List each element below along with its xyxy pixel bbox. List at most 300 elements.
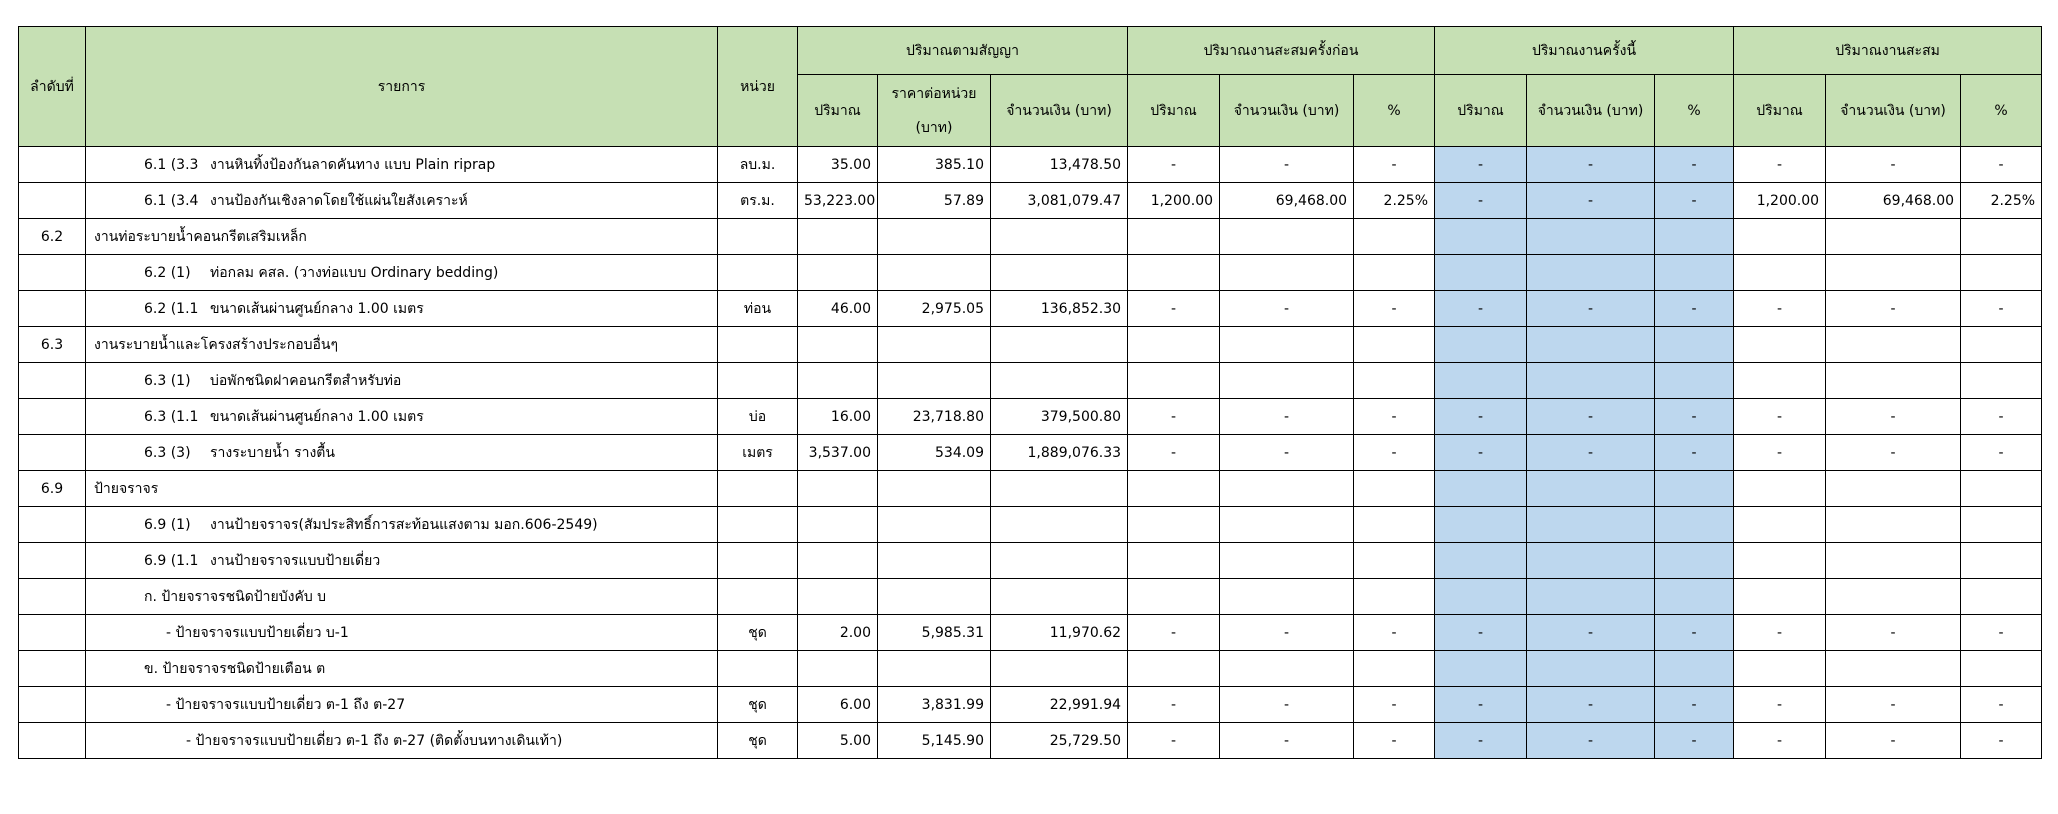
item-cell [86,291,718,327]
contract-amount-cell: 22,991.94 [991,687,1128,723]
cumulative-qty-cell [1734,579,1826,615]
previous-amount-cell: - [1220,723,1354,759]
current-pct-cell: - [1655,183,1734,219]
seq-cell: 6.9 [19,471,86,507]
previous-pct-cell [1354,579,1435,615]
cumulative-amount-cell: - [1826,291,1961,327]
item-cell [86,399,718,435]
cumulative-qty-cell: - [1734,687,1826,723]
current-qty-cell: - [1435,615,1527,651]
cumulative-amount-cell [1826,651,1961,687]
cumulative-amount-cell [1826,543,1961,579]
cumulative-pct-cell [1961,255,2042,291]
unit-cell [718,363,798,399]
cumulative-qty-cell: - [1734,723,1826,759]
cumulative-pct-cell [1961,471,2042,507]
unit-price-cell: 2,975.05 [878,291,991,327]
table-row [19,687,2042,723]
unit-cell: ชุด [718,615,798,651]
cumulative-qty-cell: - [1734,435,1826,471]
previous-amount-cell: 69,468.00 [1220,183,1354,219]
current-amount-cell: - [1527,435,1655,471]
seq-cell [19,255,86,291]
previous-pct-cell [1354,363,1435,399]
current-qty-cell: - [1435,723,1527,759]
previous-pct-header: % [1354,75,1435,147]
item-cell [86,219,718,255]
item-code: 6.9 (1.1 [144,552,199,569]
item-description: - ป้ายจราจรแบบป้ายเดี่ยว ต-1 ถึง ต-27 (ติดตั้งบนทางเดินเท้า) [186,732,563,749]
unit-price-cell [878,651,991,687]
contract-amount-cell: 1,889,076.33 [991,435,1128,471]
contract-qty-cell [798,579,878,615]
item-cell [86,615,718,651]
current-pct-cell: - [1655,291,1734,327]
item-code: 6.1 (3.4 [144,192,199,209]
current-pct-cell [1655,651,1734,687]
previous-amount-cell [1220,219,1354,255]
contract-amount-cell [991,255,1128,291]
current-qty-cell [1435,651,1527,687]
item-description: งานหินทิ้งป้องกันลาดคันทาง แบบ Plain riprap [210,156,496,173]
cumulative-amount-header: จำนวนเงิน (บาท) [1826,75,1961,147]
item-cell [86,651,718,687]
table-row [19,183,2042,219]
table-row [19,507,2042,543]
current-qty-cell: - [1435,147,1527,183]
unit-price-label: ราคาต่อหน่วย [891,85,977,102]
current-pct-cell [1655,507,1734,543]
contract-amount-header: จำนวนเงิน (บาท) [991,75,1128,147]
cumulative-pct-cell [1961,507,2042,543]
previous-pct-cell: - [1354,435,1435,471]
cumulative-pct-cell: - [1961,435,2042,471]
contract-amount-cell [991,219,1128,255]
previous-amount-cell [1220,507,1354,543]
seq-cell: 6.3 [19,327,86,363]
seq-cell [19,363,86,399]
current-pct-cell [1655,255,1734,291]
unit-price-cell: 5,145.90 [878,723,991,759]
unit-cell [718,507,798,543]
current-amount-cell: - [1527,147,1655,183]
cumulative-pct-cell: - [1961,687,2042,723]
current-pct-cell: - [1655,723,1734,759]
cumulative-qty-cell [1734,363,1826,399]
previous-amount-cell [1220,327,1354,363]
cumulative-pct-cell [1961,579,2042,615]
contract-amount-cell: 13,478.50 [991,147,1128,183]
current-pct-cell: - [1655,435,1734,471]
table-row [19,363,2042,399]
previous-qty-cell [1128,327,1220,363]
table-row [19,399,2042,435]
table-row [19,471,2042,507]
cumulative-qty-cell [1734,219,1826,255]
current-amount-cell [1527,471,1655,507]
current-amount-cell: - [1527,723,1655,759]
current-pct-cell [1655,579,1734,615]
current-qty-cell: - [1435,291,1527,327]
contract-amount-cell [991,651,1128,687]
previous-qty-cell [1128,363,1220,399]
unit-cell: ลบ.ม. [718,147,798,183]
item-description: งานป้ายจราจรแบบป้ายเดี่ยว [210,552,381,569]
previous-qty-cell [1128,255,1220,291]
item-cell [86,363,718,399]
previous-pct-cell [1354,327,1435,363]
cumulative-qty-cell: 1,200.00 [1734,183,1826,219]
item-code: 6.9 (1) [144,516,191,533]
current-pct-cell: - [1655,147,1734,183]
previous-amount-cell: - [1220,687,1354,723]
unit-cell [718,471,798,507]
current-pct-header: % [1655,75,1734,147]
cumulative-amount-cell: - [1826,147,1961,183]
current-amount-cell: - [1527,687,1655,723]
current-pct-cell [1655,543,1734,579]
previous-pct-cell [1354,219,1435,255]
current-pct-cell [1655,327,1734,363]
unit-price-cell [878,219,991,255]
item-cell [86,543,718,579]
cumulative-qty-cell [1734,507,1826,543]
previous-qty-cell [1128,507,1220,543]
current-qty-cell [1435,543,1527,579]
contract-qty-cell: 3,537.00 [798,435,878,471]
previous-qty-cell [1128,579,1220,615]
previous-pct-cell: - [1354,291,1435,327]
item-description: ป้ายจราจร [94,480,159,497]
contract-amount-cell [991,327,1128,363]
current-pct-cell: - [1655,399,1734,435]
previous-pct-cell [1354,651,1435,687]
previous-pct-cell [1354,507,1435,543]
item-description: ขนาดเส้นผ่านศูนย์กลาง 1.00 เมตร [210,408,424,425]
current-pct-cell: - [1655,615,1734,651]
unit-cell [718,651,798,687]
previous-qty-cell [1128,219,1220,255]
item-description: งานป้ายจราจร(สัมประสิทธิ์การสะท้อนแสงตาม มอก.606-2549) [210,516,598,533]
item-cell [86,723,718,759]
current-qty-header: ปริมาณ [1435,75,1527,147]
contract-qty-header: ปริมาณ [798,75,878,147]
current-qty-cell [1435,255,1527,291]
table-row [19,435,2042,471]
previous-qty-cell [1128,651,1220,687]
cumulative-pct-cell: - [1961,615,2042,651]
cumulative-amount-cell: - [1826,723,1961,759]
item-code: 6.2 (1) [144,264,191,281]
previous-pct-cell: - [1354,399,1435,435]
previous-amount-header: จำนวนเงิน (บาท) [1220,75,1354,147]
cumulative-amount-cell: - [1826,435,1961,471]
cumulative-pct-cell: - [1961,147,2042,183]
previous-amount-cell [1220,471,1354,507]
cumulative-pct-header: % [1961,75,2042,147]
unit-price-cell [878,471,991,507]
current-qty-cell [1435,579,1527,615]
item-cell [86,147,718,183]
previous-amount-cell [1220,651,1354,687]
item-cell [86,327,718,363]
cumulative-qty-cell: - [1734,399,1826,435]
previous-amount-cell [1220,255,1354,291]
table-row [19,651,2042,687]
cumulative-pct-cell: - [1961,291,2042,327]
seq-header: ลำดับที่ [19,27,86,147]
contract-qty-cell: 46.00 [798,291,878,327]
cumulative-amount-cell: - [1826,399,1961,435]
contract-group-header: ปริมาณตามสัญญา [798,27,1128,75]
seq-cell [19,399,86,435]
unit-price-cell: 3,831.99 [878,687,991,723]
cumulative-qty-cell [1734,255,1826,291]
previous-qty-cell: 1,200.00 [1128,183,1220,219]
contract-amount-cell: 3,081,079.47 [991,183,1128,219]
unit-price-currency: (บาท) [915,119,953,136]
cumulative-qty-cell: - [1734,291,1826,327]
cumulative-pct-cell [1961,651,2042,687]
previous-pct-cell: 2.25% [1354,183,1435,219]
unit-price-cell: 385.10 [878,147,991,183]
item-description: ขนาดเส้นผ่านศูนย์กลาง 1.00 เมตร [210,300,424,317]
current-amount-header: จำนวนเงิน (บาท) [1527,75,1655,147]
cumulative-amount-cell [1826,579,1961,615]
current-amount-cell [1527,507,1655,543]
previous-qty-cell: - [1128,147,1220,183]
current-amount-cell: - [1527,399,1655,435]
previous-amount-cell [1220,543,1354,579]
seq-cell [19,651,86,687]
contract-qty-cell: 53,223.00 [798,183,878,219]
item-cell [86,435,718,471]
unit-cell: เมตร [718,435,798,471]
previous-qty-cell: - [1128,399,1220,435]
contract-qty-cell [798,255,878,291]
cumulative-amount-cell: 69,468.00 [1826,183,1961,219]
unit-price-cell [878,255,991,291]
previous-qty-cell: - [1128,723,1220,759]
unit-cell [718,579,798,615]
current-qty-cell: - [1435,399,1527,435]
previous-amount-cell: - [1220,147,1354,183]
contract-qty-cell [798,327,878,363]
previous-pct-cell [1354,543,1435,579]
unit-price-cell [878,363,991,399]
cumulative-amount-cell: - [1826,615,1961,651]
seq-cell: 6.2 [19,219,86,255]
previous-amount-cell: - [1220,615,1354,651]
item-code: 6.3 (3) [144,444,191,461]
cumulative-amount-cell [1826,471,1961,507]
contract-amount-cell [991,471,1128,507]
current-amount-cell [1527,543,1655,579]
table-row [19,723,2042,759]
item-description: บ่อพักชนิดฝาคอนกรีตสำหรับท่อ [210,372,402,389]
unit-cell: ชุด [718,723,798,759]
item-description: - ป้ายจราจรแบบป้ายเดี่ยว ต-1 ถึง ต-27 [166,696,406,713]
unit-price-cell [878,327,991,363]
progress-quantity-table [18,26,2042,759]
table-body [19,147,2042,759]
current-amount-cell [1527,579,1655,615]
item-cell [86,687,718,723]
contract-qty-cell [798,363,878,399]
unit-cell: ตร.ม. [718,183,798,219]
unit-price-cell [878,543,991,579]
seq-cell [19,723,86,759]
unit-cell: บ่อ [718,399,798,435]
previous-pct-cell [1354,471,1435,507]
previous-amount-cell: - [1220,399,1354,435]
current-qty-cell [1435,471,1527,507]
table-row [19,543,2042,579]
contract-qty-cell: 16.00 [798,399,878,435]
current-qty-cell: - [1435,183,1527,219]
item-code: 6.3 (1) [144,372,191,389]
current-qty-cell [1435,507,1527,543]
contract-qty-cell [798,651,878,687]
seq-cell [19,687,86,723]
current-qty-cell: - [1435,687,1527,723]
contract-amount-cell: 11,970.62 [991,615,1128,651]
cumulative-pct-cell [1961,363,2042,399]
item-description: - ป้ายจราจรแบบป้ายเดี่ยว บ-1 [166,624,349,641]
item-description: รางระบายน้ำ รางตื้น [210,444,335,461]
current-amount-cell: - [1527,183,1655,219]
unit-header: หน่วย [718,27,798,147]
item-cell [86,183,718,219]
cumulative-qty-cell [1734,543,1826,579]
cumulative-pct-cell [1961,327,2042,363]
item-description: ก. ป้ายจราจรชนิดป้ายบังคับ บ [144,588,327,605]
seq-cell [19,507,86,543]
cumulative-qty-cell: - [1734,147,1826,183]
previous-qty-cell [1128,471,1220,507]
previous-group-header: ปริมาณงานสะสมครั้งก่อน [1128,27,1435,75]
previous-pct-cell [1354,255,1435,291]
current-pct-cell: - [1655,687,1734,723]
cumulative-pct-cell: - [1961,399,2042,435]
contract-qty-cell: 6.00 [798,687,878,723]
previous-amount-cell [1220,579,1354,615]
current-amount-cell: - [1527,615,1655,651]
unit-price-cell [878,579,991,615]
previous-amount-cell: - [1220,435,1354,471]
unit-price-cell [878,507,991,543]
unit-cell [718,543,798,579]
item-code: 6.3 (1.1 [144,408,199,425]
table-row [19,291,2042,327]
current-pct-cell [1655,219,1734,255]
unit-price-cell: 5,985.31 [878,615,991,651]
contract-amount-cell [991,579,1128,615]
unit-cell [718,255,798,291]
current-qty-cell [1435,363,1527,399]
current-amount-cell: - [1527,291,1655,327]
contract-amount-cell: 379,500.80 [991,399,1128,435]
contract-amount-cell: 136,852.30 [991,291,1128,327]
cumulative-group-header: ปริมาณงานสะสม [1734,27,2042,75]
item-code: 6.2 (1.1 [144,300,199,317]
cumulative-amount-cell [1826,507,1961,543]
contract-amount-cell [991,543,1128,579]
seq-cell [19,579,86,615]
seq-cell [19,291,86,327]
previous-amount-cell: - [1220,291,1354,327]
cumulative-qty-cell: - [1734,615,1826,651]
current-qty-cell [1435,327,1527,363]
current-qty-cell: - [1435,435,1527,471]
previous-qty-cell: - [1128,687,1220,723]
cumulative-qty-header: ปริมาณ [1734,75,1826,147]
cumulative-qty-cell [1734,471,1826,507]
current-amount-cell [1527,327,1655,363]
unit-cell [718,327,798,363]
contract-qty-cell: 5.00 [798,723,878,759]
contract-amount-cell: 25,729.50 [991,723,1128,759]
unit-cell [718,219,798,255]
previous-qty-cell: - [1128,435,1220,471]
item-cell [86,579,718,615]
table-row [19,147,2042,183]
cumulative-amount-cell [1826,363,1961,399]
item-cell [86,255,718,291]
contract-qty-cell [798,471,878,507]
previous-qty-header: ปริมาณ [1128,75,1220,147]
item-header: รายการ [86,27,718,147]
contract-amount-cell [991,507,1128,543]
current-amount-cell [1527,363,1655,399]
previous-pct-cell: - [1354,687,1435,723]
table-row [19,219,2042,255]
cumulative-amount-cell [1826,327,1961,363]
table-row [19,579,2042,615]
previous-qty-cell [1128,543,1220,579]
current-group-header: ปริมาณงานครั้งนี้ [1435,27,1734,75]
item-description: ท่อกลม คสล. (วางท่อแบบ Ordinary bedding) [210,264,499,281]
cumulative-qty-cell [1734,327,1826,363]
contract-amount-cell [991,363,1128,399]
contract-qty-cell [798,219,878,255]
unit-price-cell: 534.09 [878,435,991,471]
previous-qty-cell: - [1128,615,1220,651]
previous-pct-cell: - [1354,147,1435,183]
cumulative-amount-cell [1826,219,1961,255]
current-amount-cell [1527,651,1655,687]
item-code: 6.1 (3.3 [144,156,199,173]
item-description: งานป้องกันเชิงลาดโดยใช้แผ่นใยสังเคราะห์ [210,192,468,209]
current-qty-cell [1435,219,1527,255]
unit-price-cell: 23,718.80 [878,399,991,435]
seq-cell [19,435,86,471]
item-description: ข. ป้ายจราจรชนิดป้ายเตือน ต [144,660,326,677]
table-row [19,615,2042,651]
current-pct-cell [1655,471,1734,507]
table-row [19,255,2042,291]
unit-price-header [878,75,991,147]
item-cell [86,507,718,543]
cumulative-pct-cell [1961,219,2042,255]
contract-qty-cell [798,507,878,543]
contract-qty-cell: 2.00 [798,615,878,651]
unit-price-cell: 57.89 [878,183,991,219]
cumulative-amount-cell: - [1826,687,1961,723]
cumulative-amount-cell [1826,255,1961,291]
seq-cell [19,615,86,651]
current-amount-cell [1527,255,1655,291]
